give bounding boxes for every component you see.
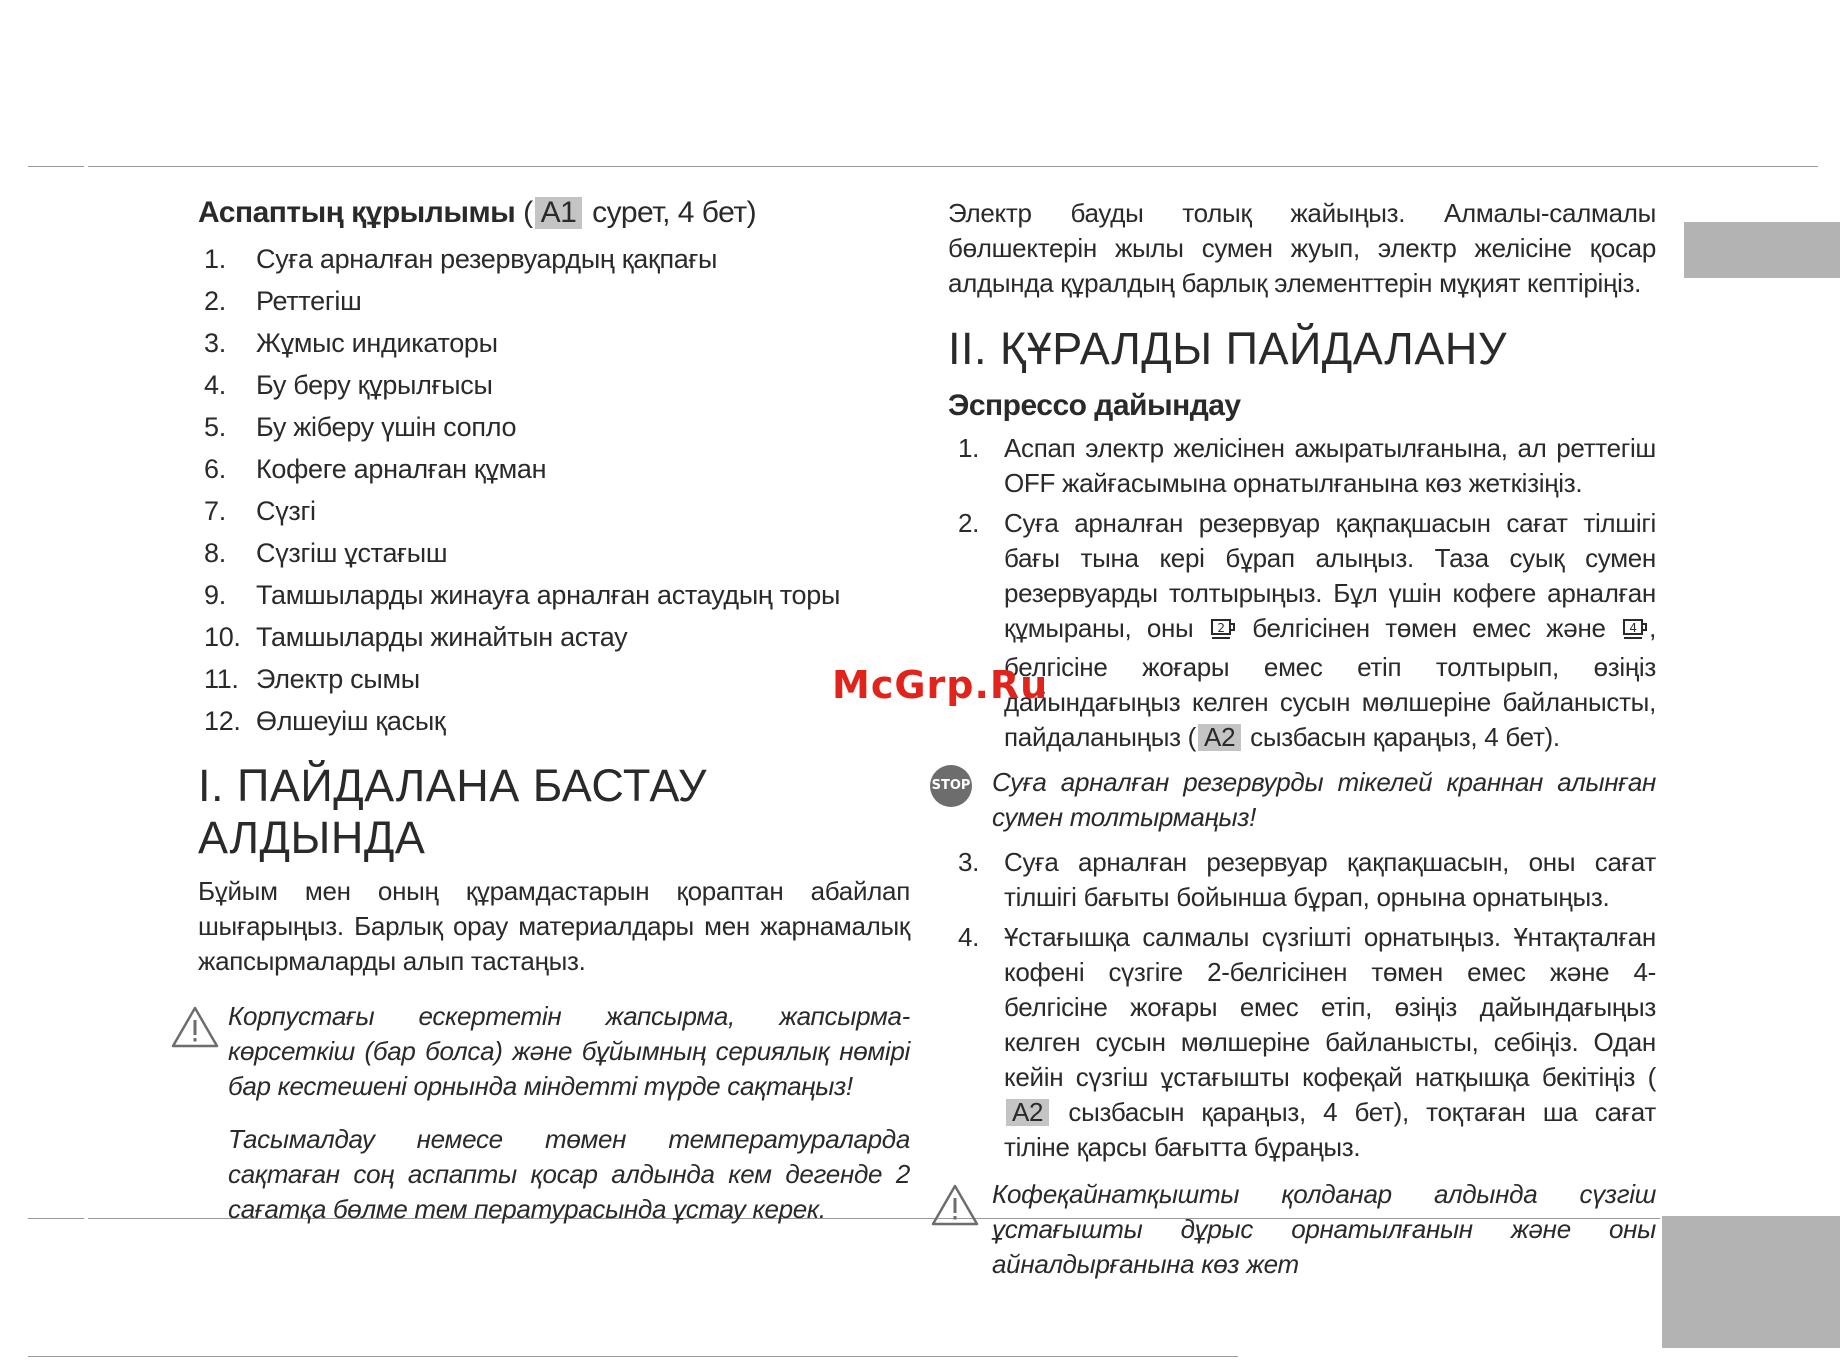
list-item: 10. Тамшыларды жинайтын астау: [204, 622, 628, 652]
warning-filter-text: Кофеқайнатқышты қолданар алдында сүзгіш ұстағышты дұрыс орнатылғанын және оны айналдырғанына көз жет: [992, 1178, 1656, 1279]
cup-2-mark: 2: [1217, 620, 1225, 635]
unpacking-paragraph: Бұйым мен оның құрамдастарын қораптан абайлап шығарыңыз. Барлық орау материалдары мен жарнамалық жапсырмаларды алып тастаңыз.: [198, 875, 910, 976]
list-item: 3. Жұмыс индикаторы: [204, 328, 498, 358]
top-rule-left: [28, 166, 84, 167]
structure-heading: [198, 196, 910, 230]
warning-triangle-icon: [930, 1177, 992, 1300]
stop-note: [930, 765, 1656, 845]
list-item: 11. Электр сымы: [204, 664, 420, 694]
cup-4-mark: 4: [1629, 620, 1637, 635]
bottom-rule-left: [28, 1218, 84, 1219]
warning-note-left: [170, 999, 910, 1245]
cup-4-icon: [1621, 615, 1649, 650]
espresso-steps: [948, 431, 1656, 755]
section-2-title: II. ҚҰРАЛДЫ ПАЙДАЛАНУ: [948, 323, 1507, 374]
structure-title: Аспаптың құрылымы: [198, 196, 516, 229]
figure-ref-a1: A1: [535, 197, 583, 229]
cord-paragraph: Электр бауды толық жайыңыз. Алмалы-салмалы бөлшектерін жылы сумен жуып, электр желісіне қосар алдында құралдың барлық элементтерін мұқият кептіріңіз.: [948, 198, 1656, 298]
left-column: [198, 196, 910, 1245]
list-item: 5. Бу жіберу үшін сопло: [204, 412, 517, 442]
list-item: 8. Сүзгіш ұстағыш: [204, 538, 448, 568]
side-tab-top: [1684, 222, 1840, 278]
section-1-title: I. ПАЙДАЛАНА БАСТАУ АЛДЫНДА: [198, 760, 707, 863]
warning-transport-text: Тасымалдау немесе төмен температураларда сақтаған соң аспапты қосар алдында кем дегенде 2 сағатқа бөлме тем пературасында ұстау керек.: [228, 1123, 910, 1224]
list-item: 3. Суға арналған резервуар қақпақшасын, оны сағат тілшігі бағыты бойынша бұрап, орнына орнатыңыз.: [958, 846, 1656, 912]
list-item: 6. Кофеге арналған құман: [204, 454, 547, 484]
list-item: 2. Суға арналған резервуар қақпақшасын сағат тілшігі бағы тына кері бұрап алыңыз. Таза суық сумен резервуарды толтырыңыз. Бұл үшін кофеге арналған құмыраны, оны 2 белгісінен төмен емес және 4 , белгісіне жоғары емес етіп толтырып, өзіңіз дайындағыңыз келген сусын мөлшеріне байланысты, пайдаланыңыз ( A2 сызбасын қараңыз, 4 бет).: [958, 507, 1656, 752]
footer-rule: [28, 1356, 1238, 1357]
list-item: 7. Сүзгі: [204, 496, 316, 526]
list-item: 1. Суға арналған резервуардың қақпағы: [204, 244, 718, 274]
list-item: 9. Тамшыларды жинауға арналған астаудың торы: [204, 580, 841, 610]
structure-paren: (: [523, 196, 533, 229]
warning-label-text: Корпустағы ескертетін жапсырма, жапсырма-көрсеткіш (бар болса) және бұйымның сериялық нөмірі бар кестешені орнында міндетті түрде сақтаңыз!: [228, 1000, 910, 1101]
list-item: 1. Аспап электр желісінен ажыратылғанына, ал реттегіш OFF жайғасымына орнатылғанына көз жеткізіңіз.: [958, 432, 1656, 498]
watermark: McGrp.Ru: [832, 663, 1049, 707]
cup-2-icon: [1209, 615, 1237, 650]
list-item: 2. Реттегіш: [204, 286, 362, 316]
stop-text: Суға арналған резервурды тікелей краннан алынған сумен толтырмаңыз!: [992, 766, 1656, 832]
side-tab-bottom: [1662, 1216, 1840, 1348]
structure-suffix: сурет, 4 бет): [584, 196, 757, 229]
stop-icon: STOP: [930, 765, 972, 807]
figure-ref-a2-second: A2: [1006, 1099, 1049, 1126]
list-item: 12. Өлшеуіш қасық: [204, 706, 446, 736]
espresso-heading: Эспрессо дайындау: [948, 388, 1241, 422]
top-rule: [88, 166, 1818, 167]
list-item: 4. Бу беру құрылғысы: [204, 370, 493, 400]
figure-ref-a2: A2: [1198, 724, 1241, 751]
espresso-steps-continued: [948, 845, 1656, 1165]
list-item: 4. Ұстағышқа салмалы сүзгішті орнатыңыз. Ұнтақталған кофені сүзгіге 2-белгісінен төмен емес және 4-белгісіне жоғары емес етіп, өзіңіз дайындағыңыз келген сусын мөлшеріне байланысты, себіңіз. Одан кейін сүзгіш ұстағышты кофеқай натқышқа бекітіңіз (A2 сызбасын қараңыз, 4 бет), тоқтаған ша сағат тіліне қарсы бағытта бұраңыз.: [958, 921, 1656, 1162]
warning-note-right: [930, 1177, 1656, 1300]
parts-list: [198, 238, 910, 742]
warning-triangle-icon: [170, 999, 228, 1245]
